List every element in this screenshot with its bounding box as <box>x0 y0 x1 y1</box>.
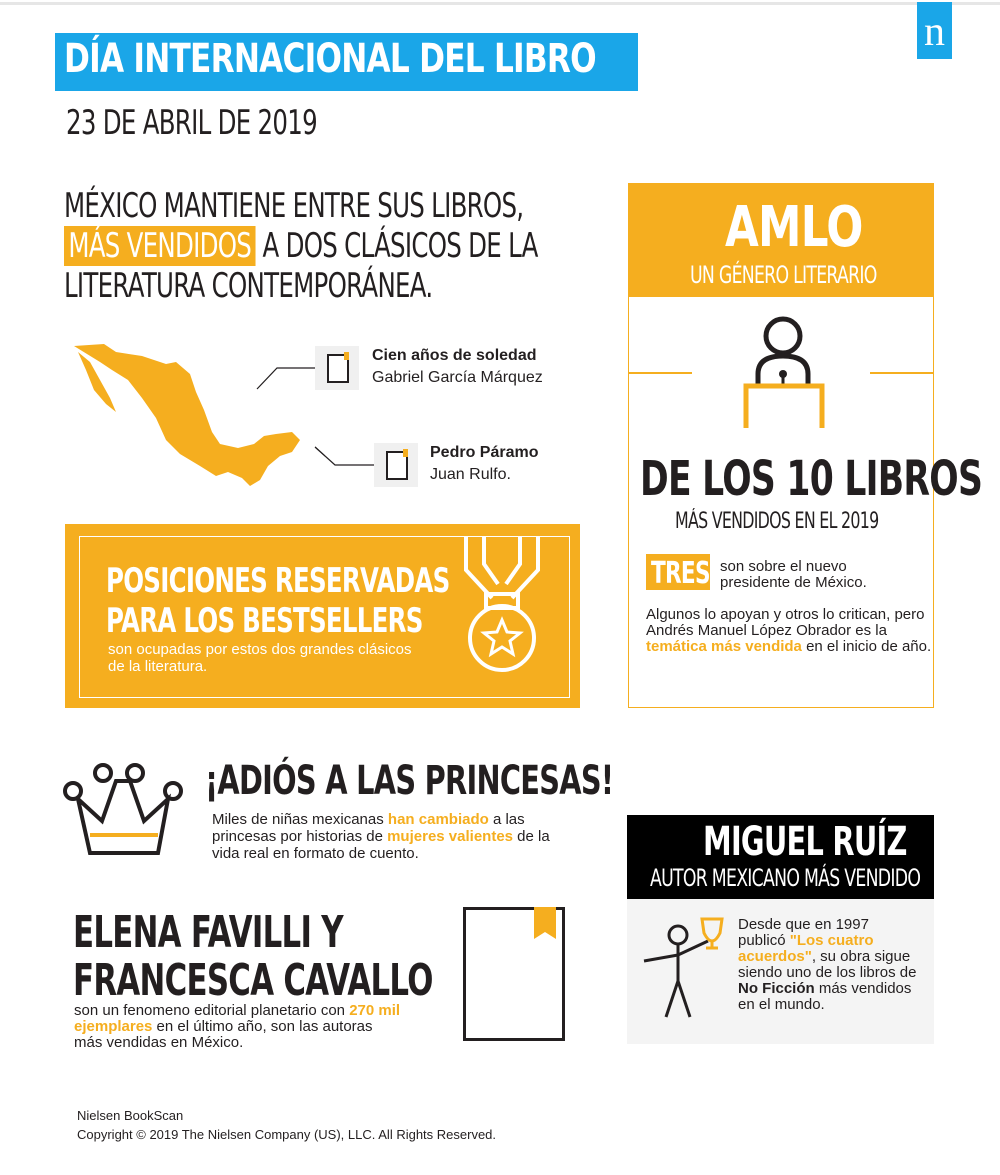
footer <box>77 1106 496 1144</box>
adios-text: Miles de niñas mexicanas han cambiado a las princesas por historias de mujeres valientes de la vida real en formato de cuento. <box>212 811 550 862</box>
footer-source: Nielsen BookScan <box>77 1108 184 1123</box>
positions-title <box>106 561 450 641</box>
top-divider <box>0 2 1000 5</box>
medal-icon <box>460 534 544 674</box>
miguel-subtitle: AUTOR MEXICANO MÁS VENDIDO <box>650 864 921 892</box>
intro-line1: MÉXICO MANTIENE ENTRE SUS LIBROS, <box>64 186 524 226</box>
adios-title: ¡ADIÓS A LAS PRINCESAS! <box>205 758 614 804</box>
authors-title <box>73 909 433 1005</box>
president-podium-icon <box>628 300 934 435</box>
book-icon <box>315 346 359 390</box>
book-bookmark-icon <box>463 907 565 1041</box>
intro-line2: A DOS CLÁSICOS DE LA <box>255 226 538 266</box>
trophy-person-icon <box>640 913 730 1023</box>
book-1-author: Gabriel García Márquez <box>372 369 543 386</box>
intro-headline <box>64 186 538 306</box>
amlo-description: Algunos lo apoyan y otros lo critican, pero Andrés Manuel López Obrador es la temática más vendida en el inicio de año. <box>646 606 932 655</box>
nielsen-logo: n <box>917 2 952 59</box>
positions-subtitle: son ocupadas por estos dos grandes clásicos de la literatura. <box>108 641 412 675</box>
event-date: 23 DE ABRIL DE 2019 <box>66 103 317 143</box>
tres-label: TRES <box>651 556 710 591</box>
footer-copyright: Copyright © 2019 The Nielsen Company (US), LLC. All Rights Reserved. <box>77 1127 497 1142</box>
miguel-title: MIGUEL RUÍZ <box>703 819 907 865</box>
book-1 <box>372 345 543 389</box>
authors-line1: ELENA FAVILLI Y <box>73 907 343 958</box>
crown-icon <box>60 763 188 861</box>
miguel-text: Desde que en 1997 publicó "Los cuatro acuerdos", su obra sigue siendo uno de los libros de No Ficción más vendidos en el mundo. <box>738 916 917 1013</box>
book-2-author: Juan Rulfo. <box>430 466 511 483</box>
intro-line3: LITERATURA CONTEMPORÁNEA. <box>64 266 433 306</box>
amlo-subtitle: UN GÉNERO LITERARIO <box>690 261 877 289</box>
book-1-title: Cien años de soledad <box>372 347 537 364</box>
positions-title-1: POSICIONES RESERVADAS <box>106 561 450 601</box>
authors-text: son un fenomeno editorial planetario con 270 mil ejemplares en el último año, son las autoras más vendidas en México. <box>74 1002 401 1051</box>
authors-line2: FRANCESCA CAVALLO <box>73 955 433 1006</box>
book-icon <box>374 443 418 487</box>
intro-highlight: MÁS VENDIDOS <box>64 226 255 266</box>
positions-title-2: PARA LOS BESTSELLERS <box>106 601 423 641</box>
book-2 <box>430 442 538 486</box>
top-ten-subheading: MÁS VENDIDOS EN EL 2019 <box>675 509 879 534</box>
top-ten-heading: DE LOS 10 LIBROS <box>640 451 983 507</box>
amlo-title: AMLO <box>725 195 863 260</box>
tres-text: son sobre el nuevo presidente de México. <box>720 558 867 591</box>
page-title: DÍA INTERNACIONAL DEL LIBRO <box>64 36 596 82</box>
book-2-title: Pedro Páramo <box>430 444 539 461</box>
